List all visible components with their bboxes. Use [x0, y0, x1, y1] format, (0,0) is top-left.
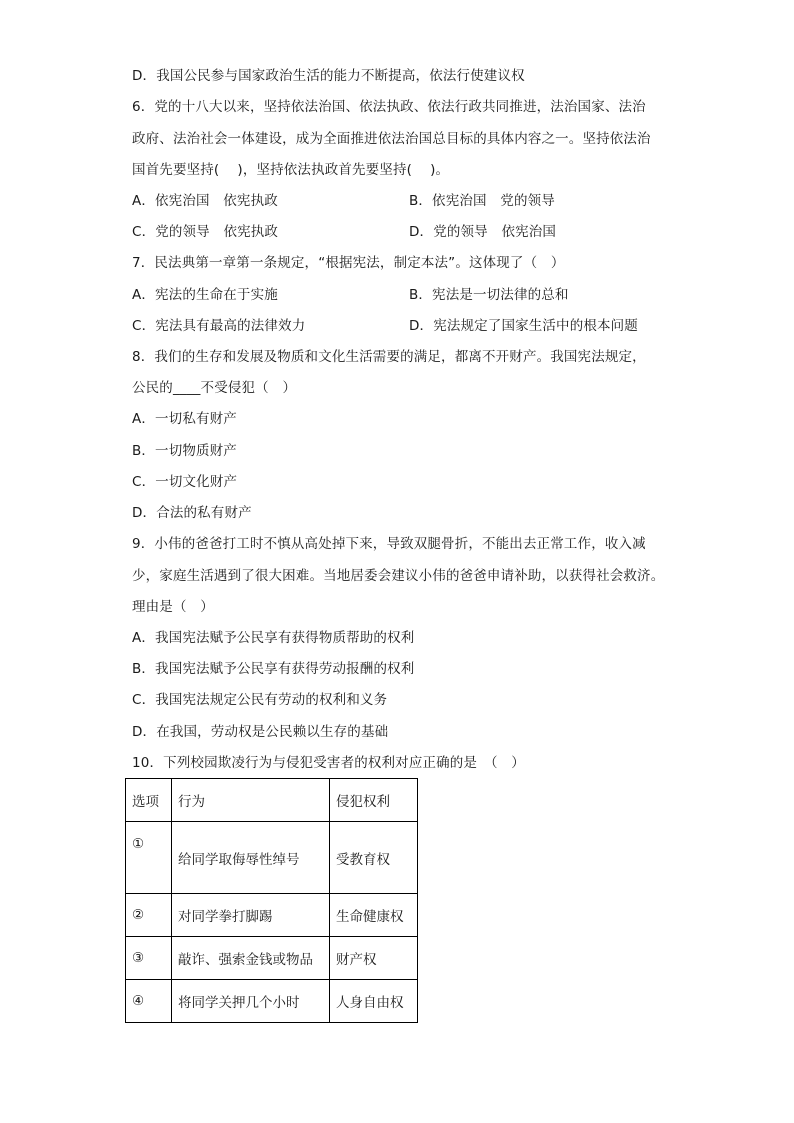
- q7-option-a: A．宪法的生命在于实施: [132, 287, 278, 303]
- q7-option-d: D．宪法规定了国家生活中的根本问题: [409, 318, 638, 334]
- q6-option-a: A．依宪治国 依宪执政: [132, 193, 278, 209]
- q7-option-c: C．宪法具有最高的法律效力: [132, 318, 306, 334]
- q7-stem: 7．民法典第一章第一条规定，“根据宪法，制定本法”。这体现了（ ）: [132, 255, 565, 271]
- table-header-row: [126, 779, 418, 822]
- q6-stem-line-2: 政府、法治社会一体建设，成为全面推进依法治国总目标的具体内容之一。坚持依法治: [132, 131, 651, 147]
- q9-option-a: A．我国宪法赋予公民享有获得物质帮助的权利: [132, 630, 415, 646]
- table-cell: ④: [126, 980, 172, 1023]
- table-header-cell: 选项: [126, 779, 172, 822]
- q9-stem-line-3: 理由是（ ）: [132, 599, 214, 615]
- table-cell: 生命健康权: [330, 894, 418, 937]
- table-cell: 对同学拳打脚踢: [172, 894, 330, 937]
- q5-option-d: D．我国公民参与国家政治生活的能力不断提高，依法行使建议权: [132, 68, 525, 84]
- q8-stem-line-2: 公民的____不受侵犯（ ）: [132, 380, 297, 396]
- table-cell: 敲诈、强索金钱或物品: [172, 937, 330, 980]
- table-header-cell: 侵犯权利: [330, 779, 418, 822]
- q8-stem-line-1: 8．我们的生存和发展及物质和文化生活需要的满足，都离不开财产。我国宪法规定，: [132, 349, 646, 365]
- q9-option-d: D．在我国，劳动权是公民赖以生存的基础: [132, 724, 389, 740]
- q6-option-b: B．依宪治国 党的领导: [409, 193, 555, 209]
- q6-option-c: C．党的领导 依宪执政: [132, 224, 279, 240]
- table-cell: 将同学关押几个小时: [172, 980, 330, 1023]
- table-cell: 受教育权: [330, 822, 418, 894]
- table-header-cell: 行为: [172, 779, 330, 822]
- q6-stem-line-1: 6．党的十八大以来，坚持依法治国、依法执政、依法行政共同推进，法治国家、法治: [132, 99, 646, 115]
- table-cell: 人身自由权: [330, 980, 418, 1023]
- q9-option-c: C．我国宪法规定公民有劳动的权利和义务: [132, 692, 388, 708]
- table-cell: ②: [126, 894, 172, 937]
- q6-option-d: D．党的领导 依宪治国: [409, 224, 557, 240]
- q8-option-b: B．一切物质财产: [132, 443, 237, 459]
- table-cell: ③: [126, 937, 172, 980]
- q8-option-c: C．一切文化财产: [132, 474, 238, 490]
- table-row: [126, 894, 418, 937]
- q9-stem-line-1: 9．小伟的爸爸打工时不慎从高处掉下来，导致双腿骨折，不能出去正常工作，收入减: [132, 536, 646, 552]
- q7-option-b: B．宪法是一切法律的总和: [409, 287, 569, 303]
- table-cell: [126, 822, 172, 894]
- q8-option-a: A．一切私有财产: [132, 411, 237, 427]
- q10-table: [125, 778, 418, 1023]
- q10-stem: 10．下列校园欺凌行为与侵犯受害者的权利对应正确的是 （ ）: [132, 755, 525, 771]
- table-row: [126, 822, 418, 894]
- table-cell: 给同学取侮辱性绰号: [172, 822, 330, 894]
- table-row: [126, 937, 418, 980]
- q9-option-b: B．我国宪法赋予公民享有获得劳动报酬的权利: [132, 661, 415, 677]
- q8-option-d: D．合法的私有财产: [132, 505, 252, 521]
- q6-stem-line-3: 国首先要坚持( )，坚持依法执政首先要坚持( )。: [132, 162, 450, 178]
- row-number: ①: [132, 835, 145, 852]
- table-cell: 财产权: [330, 937, 418, 980]
- q9-stem-line-2: 少，家庭生活遇到了很大困难。当地居委会建议小伟的爸爸申请补助，以获得社会救济。: [132, 568, 665, 584]
- table-row: [126, 980, 418, 1023]
